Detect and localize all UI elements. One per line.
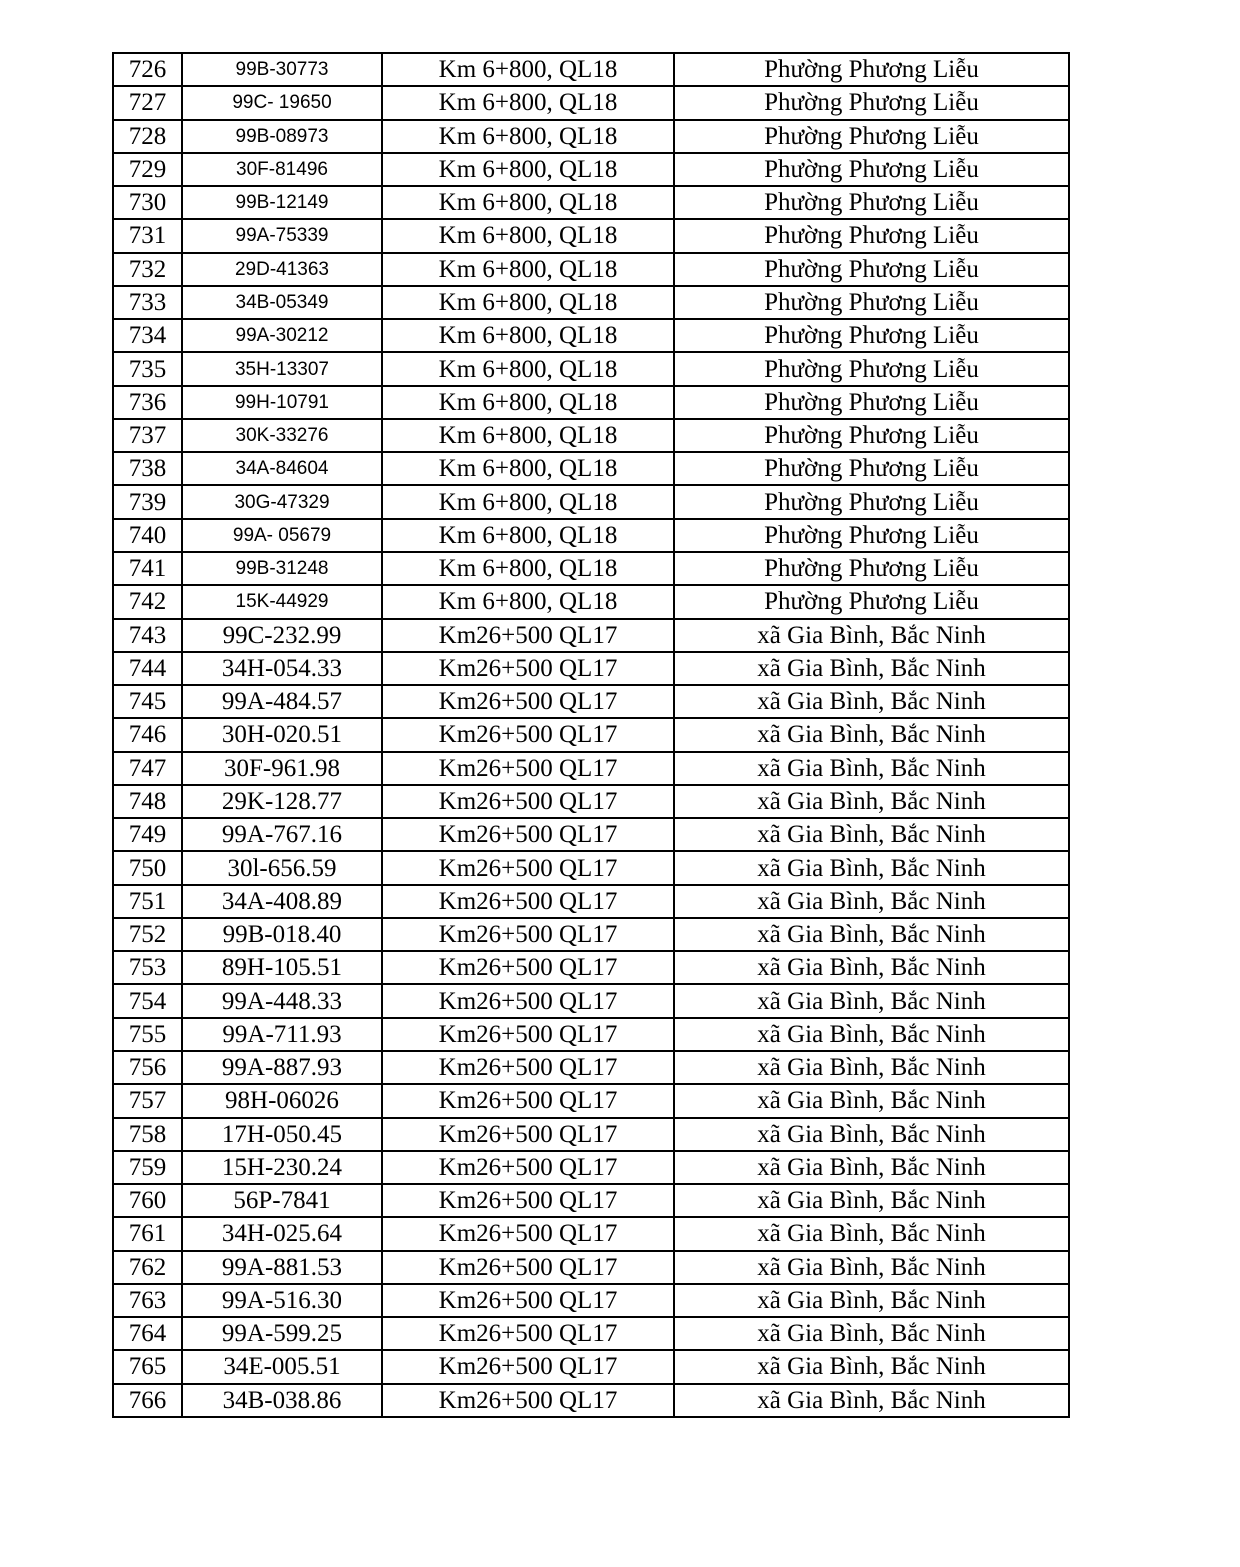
row-number-cell: 749 xyxy=(113,818,182,851)
location-cell: Km26+500 QL17 xyxy=(382,685,674,718)
location-cell: Km 6+800, QL18 xyxy=(382,452,674,485)
table-row xyxy=(113,685,1069,718)
location-cell: Km26+500 QL17 xyxy=(382,1317,674,1350)
location-cell: Km26+500 QL17 xyxy=(382,984,674,1017)
ward-cell: Phường Phương Liễu xyxy=(674,452,1069,485)
ward-cell: xã Gia Bình, Bắc Ninh xyxy=(674,1384,1069,1417)
table-row xyxy=(113,1118,1069,1151)
plate-number-cell: 34H-025.64 xyxy=(182,1217,382,1250)
location-cell: Km26+500 QL17 xyxy=(382,785,674,818)
row-number-cell: 747 xyxy=(113,752,182,785)
ward-cell: Phường Phương Liễu xyxy=(674,319,1069,352)
location-cell: Km26+500 QL17 xyxy=(382,1384,674,1417)
row-number-cell: 753 xyxy=(113,951,182,984)
violation-table-container xyxy=(112,52,1070,1418)
row-number-cell: 740 xyxy=(113,519,182,552)
table-row xyxy=(113,219,1069,252)
row-number-cell: 766 xyxy=(113,1384,182,1417)
ward-cell: xã Gia Bình, Bắc Ninh xyxy=(674,1317,1069,1350)
table-row xyxy=(113,652,1069,685)
plate-number-cell: 99A-30212 xyxy=(182,319,382,352)
plate-number-cell: 17H-050.45 xyxy=(182,1118,382,1151)
location-cell: Km 6+800, QL18 xyxy=(382,286,674,319)
row-number-cell: 757 xyxy=(113,1084,182,1117)
table-row xyxy=(113,86,1069,119)
row-number-cell: 731 xyxy=(113,219,182,252)
plate-number-cell: 99A-767.16 xyxy=(182,818,382,851)
location-cell: Km 6+800, QL18 xyxy=(382,120,674,153)
ward-cell: Phường Phương Liễu xyxy=(674,485,1069,518)
table-row xyxy=(113,352,1069,385)
table-row xyxy=(113,386,1069,419)
ward-cell: xã Gia Bình, Bắc Ninh xyxy=(674,851,1069,884)
row-number-cell: 739 xyxy=(113,485,182,518)
row-number-cell: 756 xyxy=(113,1051,182,1084)
row-number-cell: 751 xyxy=(113,885,182,918)
table-row xyxy=(113,419,1069,452)
location-cell: Km 6+800, QL18 xyxy=(382,319,674,352)
table-row xyxy=(113,1384,1069,1417)
plate-number-cell: 29K-128.77 xyxy=(182,785,382,818)
table-row xyxy=(113,951,1069,984)
plate-number-cell: 30G-47329 xyxy=(182,485,382,518)
plate-number-cell: 99A- 05679 xyxy=(182,519,382,552)
ward-cell: Phường Phương Liễu xyxy=(674,86,1069,119)
plate-number-cell: 99A-887.93 xyxy=(182,1051,382,1084)
location-cell: Km26+500 QL17 xyxy=(382,619,674,652)
row-number-cell: 755 xyxy=(113,1018,182,1051)
table-row xyxy=(113,984,1069,1017)
location-cell: Km26+500 QL17 xyxy=(382,1018,674,1051)
table-row xyxy=(113,1051,1069,1084)
table-row xyxy=(113,585,1069,618)
plate-number-cell: 99A-448.33 xyxy=(182,984,382,1017)
ward-cell: xã Gia Bình, Bắc Ninh xyxy=(674,685,1069,718)
table-row xyxy=(113,485,1069,518)
location-cell: Km26+500 QL17 xyxy=(382,1184,674,1217)
location-cell: Km26+500 QL17 xyxy=(382,818,674,851)
ward-cell: Phường Phương Liễu xyxy=(674,53,1069,86)
location-cell: Km26+500 QL17 xyxy=(382,918,674,951)
row-number-cell: 735 xyxy=(113,352,182,385)
row-number-cell: 750 xyxy=(113,851,182,884)
ward-cell: Phường Phương Liễu xyxy=(674,419,1069,452)
ward-cell: xã Gia Bình, Bắc Ninh xyxy=(674,818,1069,851)
table-row xyxy=(113,552,1069,585)
table-row xyxy=(113,1217,1069,1250)
location-cell: Km 6+800, QL18 xyxy=(382,519,674,552)
ward-cell: Phường Phương Liễu xyxy=(674,352,1069,385)
row-number-cell: 762 xyxy=(113,1251,182,1284)
row-number-cell: 728 xyxy=(113,120,182,153)
plate-number-cell: 35H-13307 xyxy=(182,352,382,385)
location-cell: Km26+500 QL17 xyxy=(382,718,674,751)
plate-number-cell: 99B-018.40 xyxy=(182,918,382,951)
ward-cell: Phường Phương Liễu xyxy=(674,120,1069,153)
plate-number-cell: 99A-484.57 xyxy=(182,685,382,718)
plate-number-cell: 99A-711.93 xyxy=(182,1018,382,1051)
table-row xyxy=(113,619,1069,652)
row-number-cell: 730 xyxy=(113,186,182,219)
ward-cell: xã Gia Bình, Bắc Ninh xyxy=(674,1284,1069,1317)
table-row xyxy=(113,1151,1069,1184)
row-number-cell: 726 xyxy=(113,53,182,86)
row-number-cell: 760 xyxy=(113,1184,182,1217)
plate-number-cell: 34B-038.86 xyxy=(182,1384,382,1417)
location-cell: Km26+500 QL17 xyxy=(382,1118,674,1151)
plate-number-cell: 29D-41363 xyxy=(182,253,382,286)
plate-number-cell: 99C- 19650 xyxy=(182,86,382,119)
ward-cell: xã Gia Bình, Bắc Ninh xyxy=(674,1151,1069,1184)
row-number-cell: 744 xyxy=(113,652,182,685)
table-row xyxy=(113,1251,1069,1284)
ward-cell: xã Gia Bình, Bắc Ninh xyxy=(674,752,1069,785)
table-row xyxy=(113,519,1069,552)
table-row xyxy=(113,186,1069,219)
plate-number-cell: 99C-232.99 xyxy=(182,619,382,652)
row-number-cell: 764 xyxy=(113,1317,182,1350)
ward-cell: xã Gia Bình, Bắc Ninh xyxy=(674,1051,1069,1084)
table-row xyxy=(113,153,1069,186)
location-cell: Km26+500 QL17 xyxy=(382,851,674,884)
plate-number-cell: 99A-75339 xyxy=(182,219,382,252)
ward-cell: xã Gia Bình, Bắc Ninh xyxy=(674,1118,1069,1151)
ward-cell: xã Gia Bình, Bắc Ninh xyxy=(674,951,1069,984)
row-number-cell: 727 xyxy=(113,86,182,119)
ward-cell: xã Gia Bình, Bắc Ninh xyxy=(674,1251,1069,1284)
location-cell: Km26+500 QL17 xyxy=(382,1350,674,1383)
ward-cell: xã Gia Bình, Bắc Ninh xyxy=(674,885,1069,918)
plate-number-cell: 99B-30773 xyxy=(182,53,382,86)
location-cell: Km 6+800, QL18 xyxy=(382,419,674,452)
location-cell: Km26+500 QL17 xyxy=(382,951,674,984)
table-row xyxy=(113,1350,1069,1383)
row-number-cell: 737 xyxy=(113,419,182,452)
plate-number-cell: 34B-05349 xyxy=(182,286,382,319)
ward-cell: xã Gia Bình, Bắc Ninh xyxy=(674,652,1069,685)
ward-cell: Phường Phương Liễu xyxy=(674,219,1069,252)
plate-number-cell: 34A-84604 xyxy=(182,452,382,485)
location-cell: Km26+500 QL17 xyxy=(382,885,674,918)
row-number-cell: 765 xyxy=(113,1350,182,1383)
row-number-cell: 738 xyxy=(113,452,182,485)
plate-number-cell: 15H-230.24 xyxy=(182,1151,382,1184)
row-number-cell: 752 xyxy=(113,918,182,951)
plate-number-cell: 30K-33276 xyxy=(182,419,382,452)
table-row xyxy=(113,785,1069,818)
violation-table-body xyxy=(113,53,1069,1417)
plate-number-cell: 99B-12149 xyxy=(182,186,382,219)
location-cell: Km 6+800, QL18 xyxy=(382,186,674,219)
ward-cell: Phường Phương Liễu xyxy=(674,186,1069,219)
row-number-cell: 736 xyxy=(113,386,182,419)
location-cell: Km26+500 QL17 xyxy=(382,1051,674,1084)
table-row xyxy=(113,752,1069,785)
ward-cell: xã Gia Bình, Bắc Ninh xyxy=(674,785,1069,818)
ward-cell: Phường Phương Liễu xyxy=(674,286,1069,319)
ward-cell: xã Gia Bình, Bắc Ninh xyxy=(674,918,1069,951)
location-cell: Km 6+800, QL18 xyxy=(382,219,674,252)
ward-cell: xã Gia Bình, Bắc Ninh xyxy=(674,1217,1069,1250)
row-number-cell: 746 xyxy=(113,718,182,751)
location-cell: Km 6+800, QL18 xyxy=(382,352,674,385)
row-number-cell: 742 xyxy=(113,585,182,618)
table-row xyxy=(113,1184,1069,1217)
row-number-cell: 763 xyxy=(113,1284,182,1317)
table-row xyxy=(113,1018,1069,1051)
location-cell: Km26+500 QL17 xyxy=(382,1284,674,1317)
ward-cell: xã Gia Bình, Bắc Ninh xyxy=(674,1184,1069,1217)
table-row xyxy=(113,253,1069,286)
location-cell: Km26+500 QL17 xyxy=(382,1084,674,1117)
location-cell: Km 6+800, QL18 xyxy=(382,386,674,419)
table-row xyxy=(113,1084,1069,1117)
row-number-cell: 754 xyxy=(113,984,182,1017)
table-row xyxy=(113,53,1069,86)
location-cell: Km 6+800, QL18 xyxy=(382,153,674,186)
ward-cell: Phường Phương Liễu xyxy=(674,552,1069,585)
ward-cell: xã Gia Bình, Bắc Ninh xyxy=(674,1018,1069,1051)
location-cell: Km26+500 QL17 xyxy=(382,652,674,685)
location-cell: Km 6+800, QL18 xyxy=(382,253,674,286)
location-cell: Km 6+800, QL18 xyxy=(382,552,674,585)
table-row xyxy=(113,1284,1069,1317)
row-number-cell: 745 xyxy=(113,685,182,718)
location-cell: Km26+500 QL17 xyxy=(382,752,674,785)
location-cell: Km26+500 QL17 xyxy=(382,1217,674,1250)
ward-cell: xã Gia Bình, Bắc Ninh xyxy=(674,619,1069,652)
row-number-cell: 759 xyxy=(113,1151,182,1184)
plate-number-cell: 34E-005.51 xyxy=(182,1350,382,1383)
plate-number-cell: 99A-881.53 xyxy=(182,1251,382,1284)
row-number-cell: 729 xyxy=(113,153,182,186)
table-row xyxy=(113,718,1069,751)
plate-number-cell: 99A-516.30 xyxy=(182,1284,382,1317)
row-number-cell: 733 xyxy=(113,286,182,319)
plate-number-cell: 99A-599.25 xyxy=(182,1317,382,1350)
plate-number-cell: 99B-08973 xyxy=(182,120,382,153)
plate-number-cell: 89H-105.51 xyxy=(182,951,382,984)
ward-cell: xã Gia Bình, Bắc Ninh xyxy=(674,718,1069,751)
ward-cell: Phường Phương Liễu xyxy=(674,386,1069,419)
ward-cell: xã Gia Bình, Bắc Ninh xyxy=(674,1084,1069,1117)
table-row xyxy=(113,452,1069,485)
row-number-cell: 741 xyxy=(113,552,182,585)
ward-cell: Phường Phương Liễu xyxy=(674,153,1069,186)
plate-number-cell: 30F-961.98 xyxy=(182,752,382,785)
plate-number-cell: 56P-7841 xyxy=(182,1184,382,1217)
table-row xyxy=(113,918,1069,951)
location-cell: Km 6+800, QL18 xyxy=(382,53,674,86)
location-cell: Km26+500 QL17 xyxy=(382,1251,674,1284)
violation-table xyxy=(112,52,1070,1418)
table-row xyxy=(113,885,1069,918)
ward-cell: xã Gia Bình, Bắc Ninh xyxy=(674,1350,1069,1383)
plate-number-cell: 99B-31248 xyxy=(182,552,382,585)
row-number-cell: 734 xyxy=(113,319,182,352)
plate-number-cell: 30l-656.59 xyxy=(182,851,382,884)
ward-cell: xã Gia Bình, Bắc Ninh xyxy=(674,984,1069,1017)
table-row xyxy=(113,319,1069,352)
plate-number-cell: 15K-44929 xyxy=(182,585,382,618)
plate-number-cell: 98H-06026 xyxy=(182,1084,382,1117)
row-number-cell: 748 xyxy=(113,785,182,818)
location-cell: Km 6+800, QL18 xyxy=(382,485,674,518)
plate-number-cell: 30H-020.51 xyxy=(182,718,382,751)
row-number-cell: 743 xyxy=(113,619,182,652)
plate-number-cell: 99H-10791 xyxy=(182,386,382,419)
row-number-cell: 761 xyxy=(113,1217,182,1250)
row-number-cell: 732 xyxy=(113,253,182,286)
location-cell: Km26+500 QL17 xyxy=(382,1151,674,1184)
plate-number-cell: 34A-408.89 xyxy=(182,885,382,918)
plate-number-cell: 34H-054.33 xyxy=(182,652,382,685)
table-row xyxy=(113,120,1069,153)
location-cell: Km 6+800, QL18 xyxy=(382,86,674,119)
table-row xyxy=(113,1317,1069,1350)
table-row xyxy=(113,286,1069,319)
table-row xyxy=(113,818,1069,851)
ward-cell: Phường Phương Liễu xyxy=(674,253,1069,286)
plate-number-cell: 30F-81496 xyxy=(182,153,382,186)
ward-cell: Phường Phương Liễu xyxy=(674,585,1069,618)
location-cell: Km 6+800, QL18 xyxy=(382,585,674,618)
table-row xyxy=(113,851,1069,884)
ward-cell: Phường Phương Liễu xyxy=(674,519,1069,552)
row-number-cell: 758 xyxy=(113,1118,182,1151)
